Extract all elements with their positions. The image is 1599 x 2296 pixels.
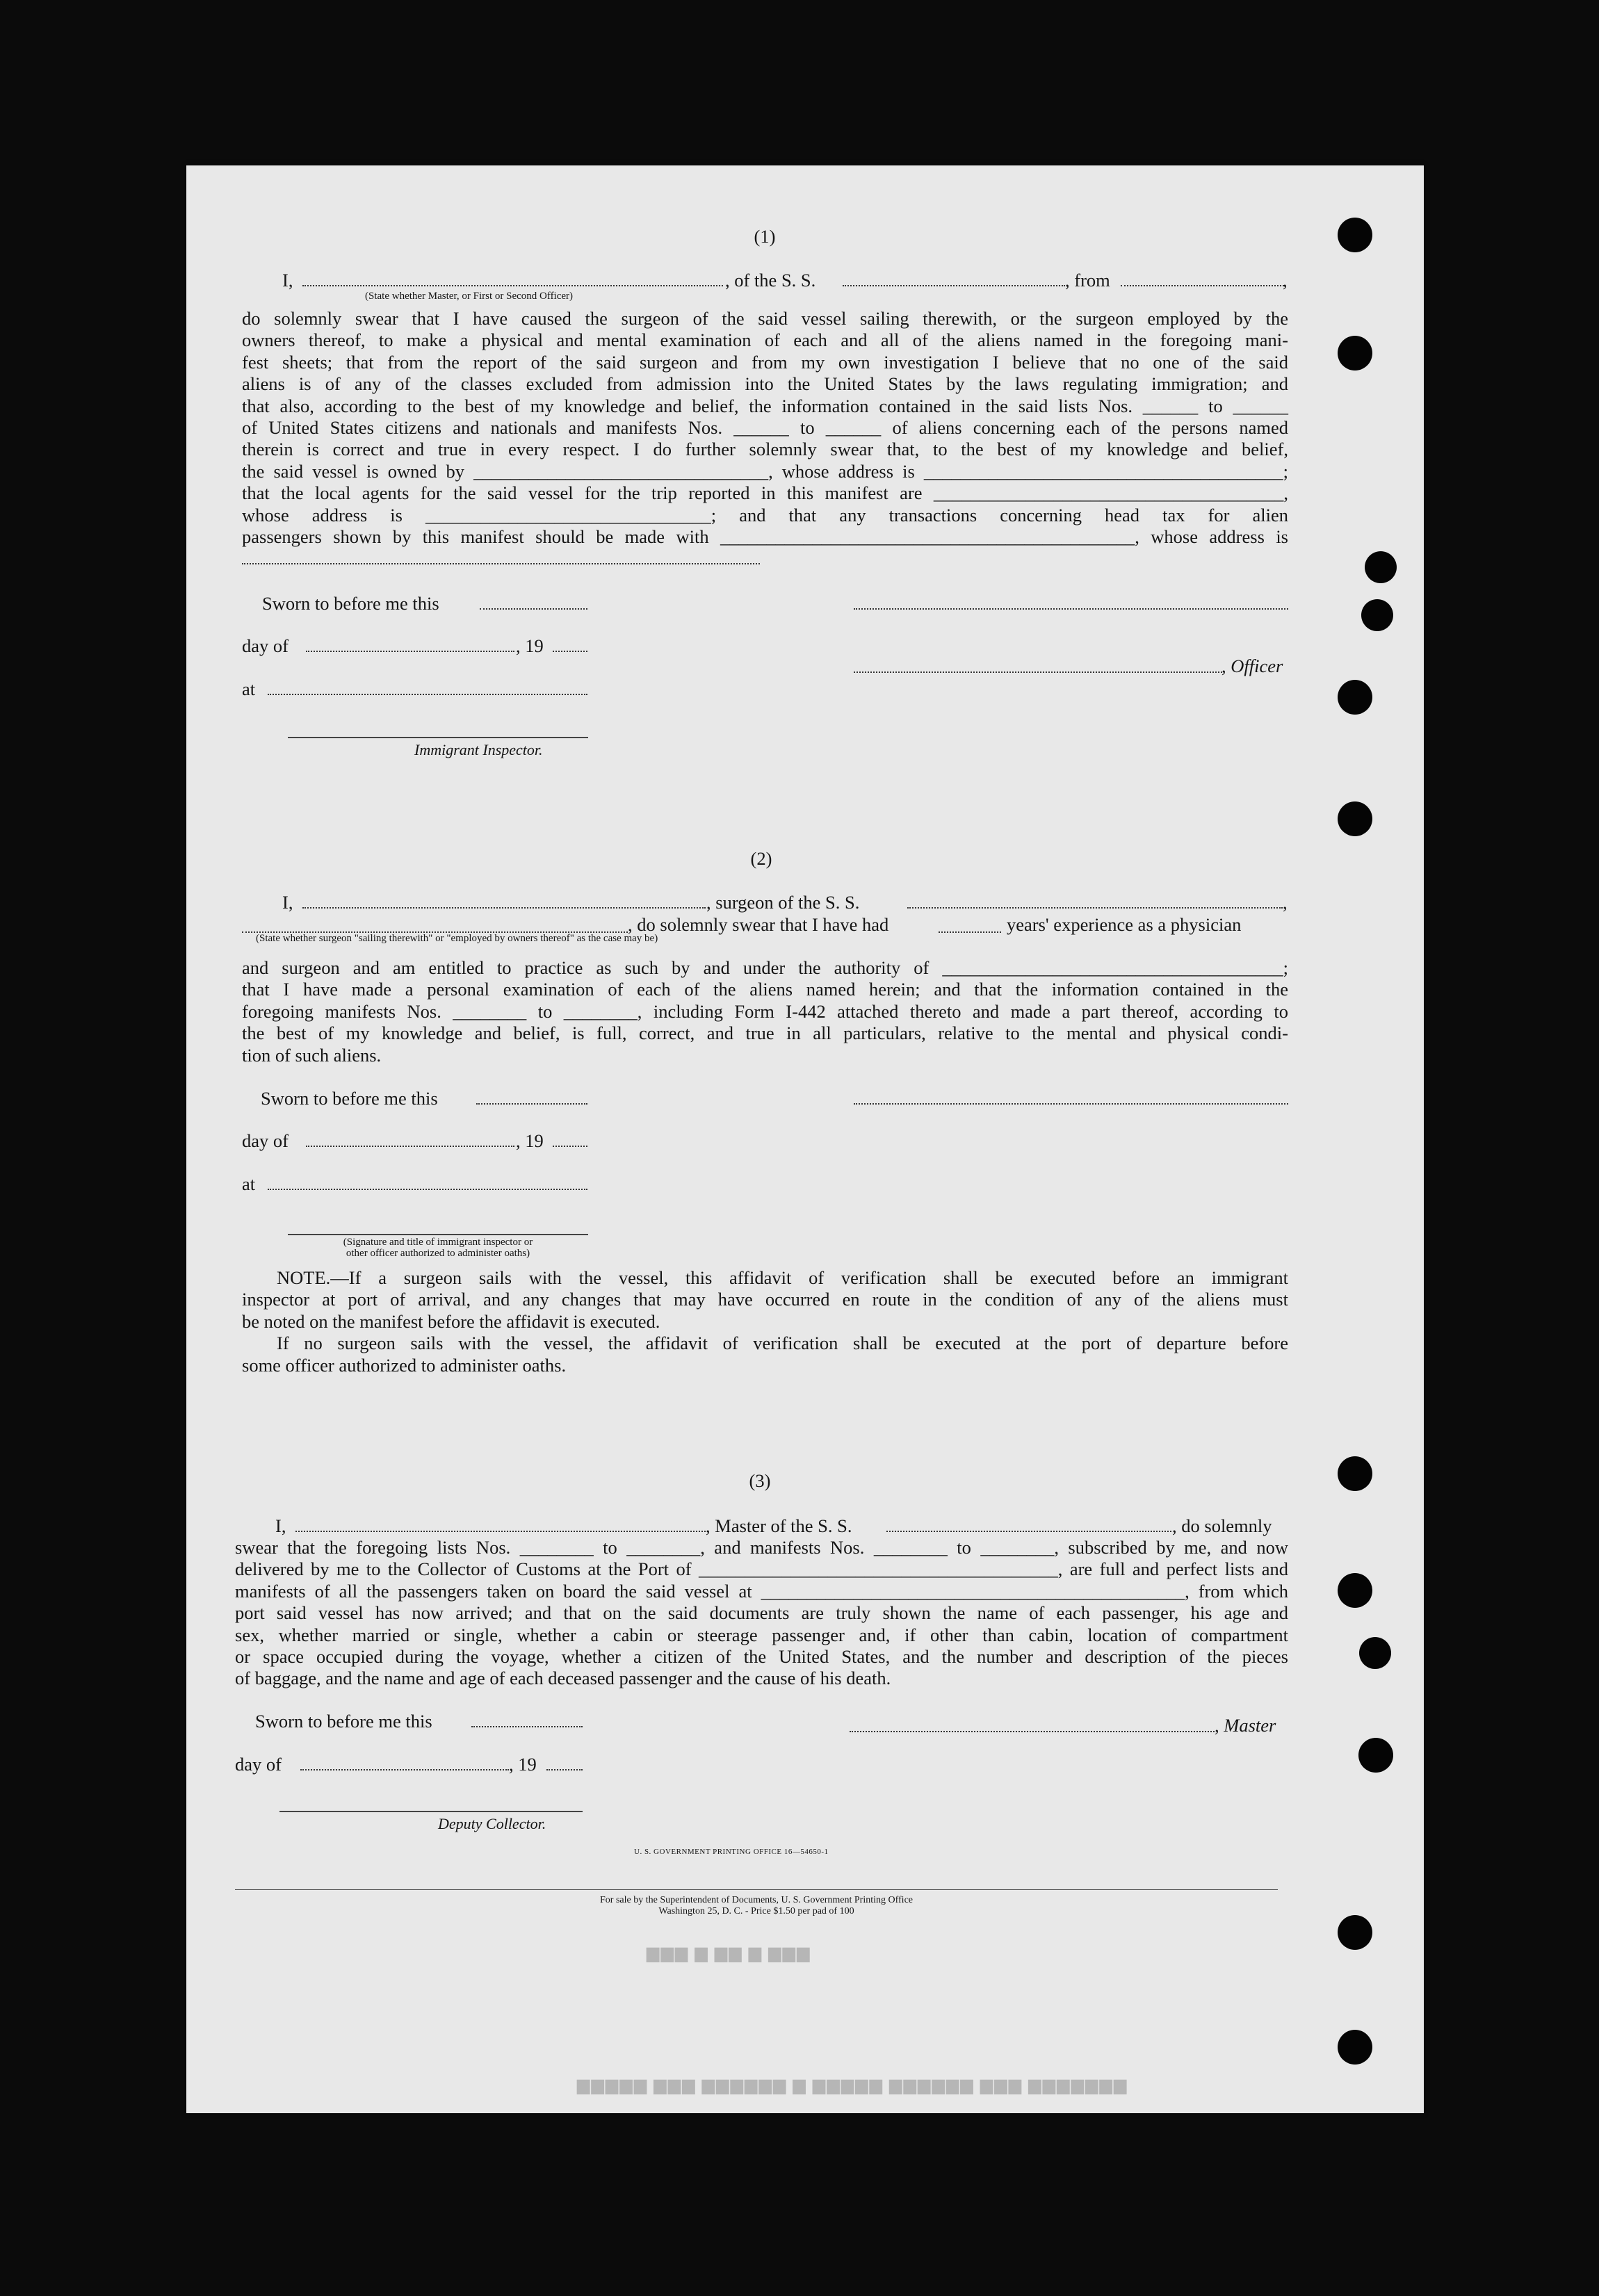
oath-line: that also, according to the best of my knowledge and belief, the information contained in the said lists Nos. ______ to ______: [242, 395, 1288, 416]
place-field: [268, 694, 587, 695]
section-3-intro: I,: [275, 1515, 286, 1536]
oath-line: therein is correct and true in every respect. I do further solemnly swear that, to the best of my knowledge and belief,: [242, 439, 1288, 460]
years-experience-label: years' experience as a physician: [1007, 914, 1242, 935]
section-2-intro: I,: [282, 892, 293, 913]
binder-hole: [1338, 1456, 1372, 1491]
oath-line: passengers shown by this manifest should be made with _____________________________________________, whose address is: [242, 526, 1288, 548]
sale-notice-line: Washington 25, D. C. - Price $1.50 per pad of 100: [658, 1906, 854, 1916]
oath-line: delivered by me to the Collector of Customs at the Port of _______________________________________, are full and perfect lists and: [235, 1558, 1288, 1580]
year-label: , 19: [516, 635, 544, 656]
inspector-signature-line: [288, 1234, 588, 1235]
oath-line: aliens is of any of the classes excluded from admission into the United States by the laws regulating immigration; and: [242, 373, 1288, 395]
from-label: , from: [1065, 270, 1110, 291]
do-solemnly-label: , do solemnly: [1172, 1515, 1272, 1536]
binder-hole: [1338, 1573, 1372, 1608]
sworn-label: Sworn to before me this: [255, 1711, 432, 1732]
note-line: NOTE.—If a surgeon sails with the vessel, this affidavit of verification shall be executed before an immigrant: [277, 1267, 1288, 1288]
binder-hole: [1338, 336, 1372, 371]
oath-line: do solemnly swear that I have caused the surgeon of the said vessel sailing therewith, or the surgeon employed by the: [242, 308, 1288, 329]
oath-line: the best of my knowledge and belief, is full, correct, and true in all particulars, relative to the mental and physical condi-: [242, 1023, 1288, 1044]
binder-hole: [1338, 2030, 1372, 2065]
day-of-label: day of: [235, 1754, 282, 1775]
year-field: [546, 1769, 583, 1770]
gpo-imprint: U. S. GOVERNMENT PRINTING OFFICE 16—54650-1: [634, 1848, 829, 1856]
sworn-date-field: [480, 608, 587, 610]
binder-hole: [1338, 801, 1372, 836]
oath-line: tion of such aliens.: [242, 1044, 382, 1066]
oath-line: swear that the foregoing lists Nos. ________ to ________, and manifests Nos. ________ to ________, subscribed by me, and now: [235, 1537, 1288, 1558]
binder-hole: [1338, 1915, 1372, 1950]
section-2-number: (2): [750, 848, 772, 869]
oath-line: port said vessel has now arrived; and that on the said documents are truly shown the name of each passenger, his age and: [235, 1602, 1288, 1624]
sworn-date-field: [476, 1103, 587, 1105]
year-label: , 19: [516, 1130, 544, 1151]
oath-line: and surgeon and am entitled to practice as such by and under the authority of _____________________________________;: [242, 957, 1288, 978]
section-1-intro: I,: [282, 270, 293, 291]
note-line: inspector at port of arrival, and any changes that may have occurred en route in the condition of any of the aliens must: [242, 1289, 1288, 1310]
bleed-through-text: ▆▆▆▆▆ ▆▆▆ ▆▆▆▆▆▆ ▆ ▆▆▆▆▆ ▆▆▆▆▆▆ ▆▆▆ ▆▆▆▆▆▆▆: [577, 2076, 1128, 2094]
signature-caption-line: other officer authorized to administer oaths): [346, 1248, 530, 1259]
month-field: [306, 651, 514, 652]
binder-hole: [1365, 551, 1397, 583]
collector-caption: Deputy Collector.: [438, 1815, 546, 1832]
note-line: some officer authorized to administer oaths.: [242, 1354, 567, 1376]
years-field: [939, 931, 1001, 933]
bleed-through-text: ▆▆▆ ▆ ▆▆ ▆ ▆▆▆: [647, 1944, 811, 1962]
ship-name-field-3: [886, 1531, 1171, 1532]
agent-address-field: [242, 563, 760, 564]
oath-line: of United States citizens and nationals and manifests Nos. ______ to ______ of aliens concerning each of the persons named: [242, 417, 1288, 439]
section-2-oath-paragraph: [242, 957, 1288, 1066]
at-label: at: [242, 678, 256, 699]
of-the-ss-label: , of the S. S.: [725, 270, 816, 291]
binder-hole: [1361, 599, 1393, 631]
sworn-label: Sworn to before me this: [261, 1088, 438, 1109]
officer-rank-field: [302, 285, 723, 286]
line-end-comma: ,: [1283, 892, 1288, 913]
oath-line: that I have made a personal examination of each of the aliens named herein; and that the information contained in the: [242, 979, 1288, 1000]
from-port-field: [1121, 285, 1284, 286]
month-field: [300, 1769, 509, 1770]
ship-name-field: [843, 285, 1065, 286]
officer-signature-field: [854, 608, 1288, 610]
sale-notice-line: For sale by the Superintendent of Documents, U. S. Government Printing Office: [600, 1895, 913, 1905]
oath-line: of baggage, and the name and age of each deceased passenger and the cause of his death.: [235, 1668, 891, 1689]
collector-signature-line: [279, 1811, 583, 1812]
surgeon-status-caption: (State whether surgeon "sailing therewith" or "employed by owners thereof" as the case may be): [256, 933, 658, 944]
sworn-label: Sworn to before me this: [262, 593, 439, 614]
inspector-caption: Immigrant Inspector.: [414, 741, 543, 758]
signature-caption-line: (Signature and title of immigrant inspector or: [343, 1237, 533, 1248]
binder-hole: [1338, 680, 1372, 715]
note-line: If no surgeon sails with the vessel, the affidavit of verification shall be executed at the port of departure before: [277, 1333, 1288, 1354]
at-label: at: [242, 1173, 256, 1194]
oath-line: whose address is _______________________________; and that any transactions concerning head tax for alien: [242, 504, 1288, 526]
officer-label: , Officer: [1221, 656, 1283, 676]
footer-rule: [235, 1889, 1278, 1890]
inspector-signature-line: [288, 737, 588, 738]
officer-title-field: [854, 671, 1222, 673]
binder-hole: [1338, 218, 1372, 252]
ship-name-field-2: [907, 907, 1283, 909]
surgeon-name-field: [302, 907, 706, 909]
year-field: [553, 1146, 587, 1147]
month-field: [306, 1146, 514, 1147]
section-1-oath-paragraph: [242, 308, 1288, 548]
place-field: [268, 1189, 587, 1190]
section-3-oath-paragraph: [235, 1537, 1288, 1690]
day-of-label: day of: [242, 635, 289, 656]
surgeon-of-label: , surgeon of the S. S.: [706, 892, 860, 913]
master-name-field: [295, 1531, 706, 1532]
sworn-date-field: [471, 1726, 583, 1727]
note-line: be noted on the manifest before the affidavit is executed.: [242, 1310, 660, 1332]
master-of-label: , Master of the S. S.: [706, 1515, 852, 1536]
binder-hole: [1359, 1637, 1391, 1669]
surgeon-signature-field: [854, 1103, 1288, 1105]
day-of-label: day of: [242, 1130, 289, 1151]
oath-line: manifests of all the passengers taken on board the said vessel at ______________________________________________, from which: [235, 1580, 1288, 1602]
oath-line: fest sheets; that from the report of the said surgeon and from my own investigation I believe that no one of the said: [242, 351, 1288, 373]
binder-hole: [1358, 1738, 1393, 1773]
oath-line: the said vessel is owned by ________________________________, whose address is _______________________________________;: [242, 460, 1288, 482]
oath-line: or space occupied during the voyage, whether a citizen of the United States, and the number and description of the pieces: [235, 1646, 1288, 1668]
oath-line: sex, whether married or single, whether a cabin or steerage passenger and, if other than cabin, location of compartment: [235, 1624, 1288, 1645]
line-end-comma: ,: [1283, 270, 1288, 291]
year-label: , 19: [509, 1754, 537, 1775]
master-signature-field: [850, 1731, 1215, 1732]
master-label: , Master: [1215, 1715, 1276, 1736]
officer-rank-caption: (State whether Master, or First or Second Officer): [365, 291, 574, 302]
surgeon-note: [242, 1267, 1288, 1376]
oath-line: that the local agents for the said vessel for the trip reported in this manifest are ______________________________________,: [242, 482, 1288, 504]
solemnly-swear-label: , do solemnly swear that I have had: [628, 914, 889, 935]
oath-line: foregoing manifests Nos. ________ to ________, including Form I-442 attached thereto and made a part thereof, according to: [242, 1000, 1288, 1022]
section-3-number: (3): [749, 1470, 771, 1491]
year-field: [553, 651, 587, 652]
section-1-number: (1): [754, 226, 776, 247]
oath-line: owners thereof, to make a physical and mental examination of each and all of the aliens named in the foregoing mani-: [242, 329, 1288, 351]
